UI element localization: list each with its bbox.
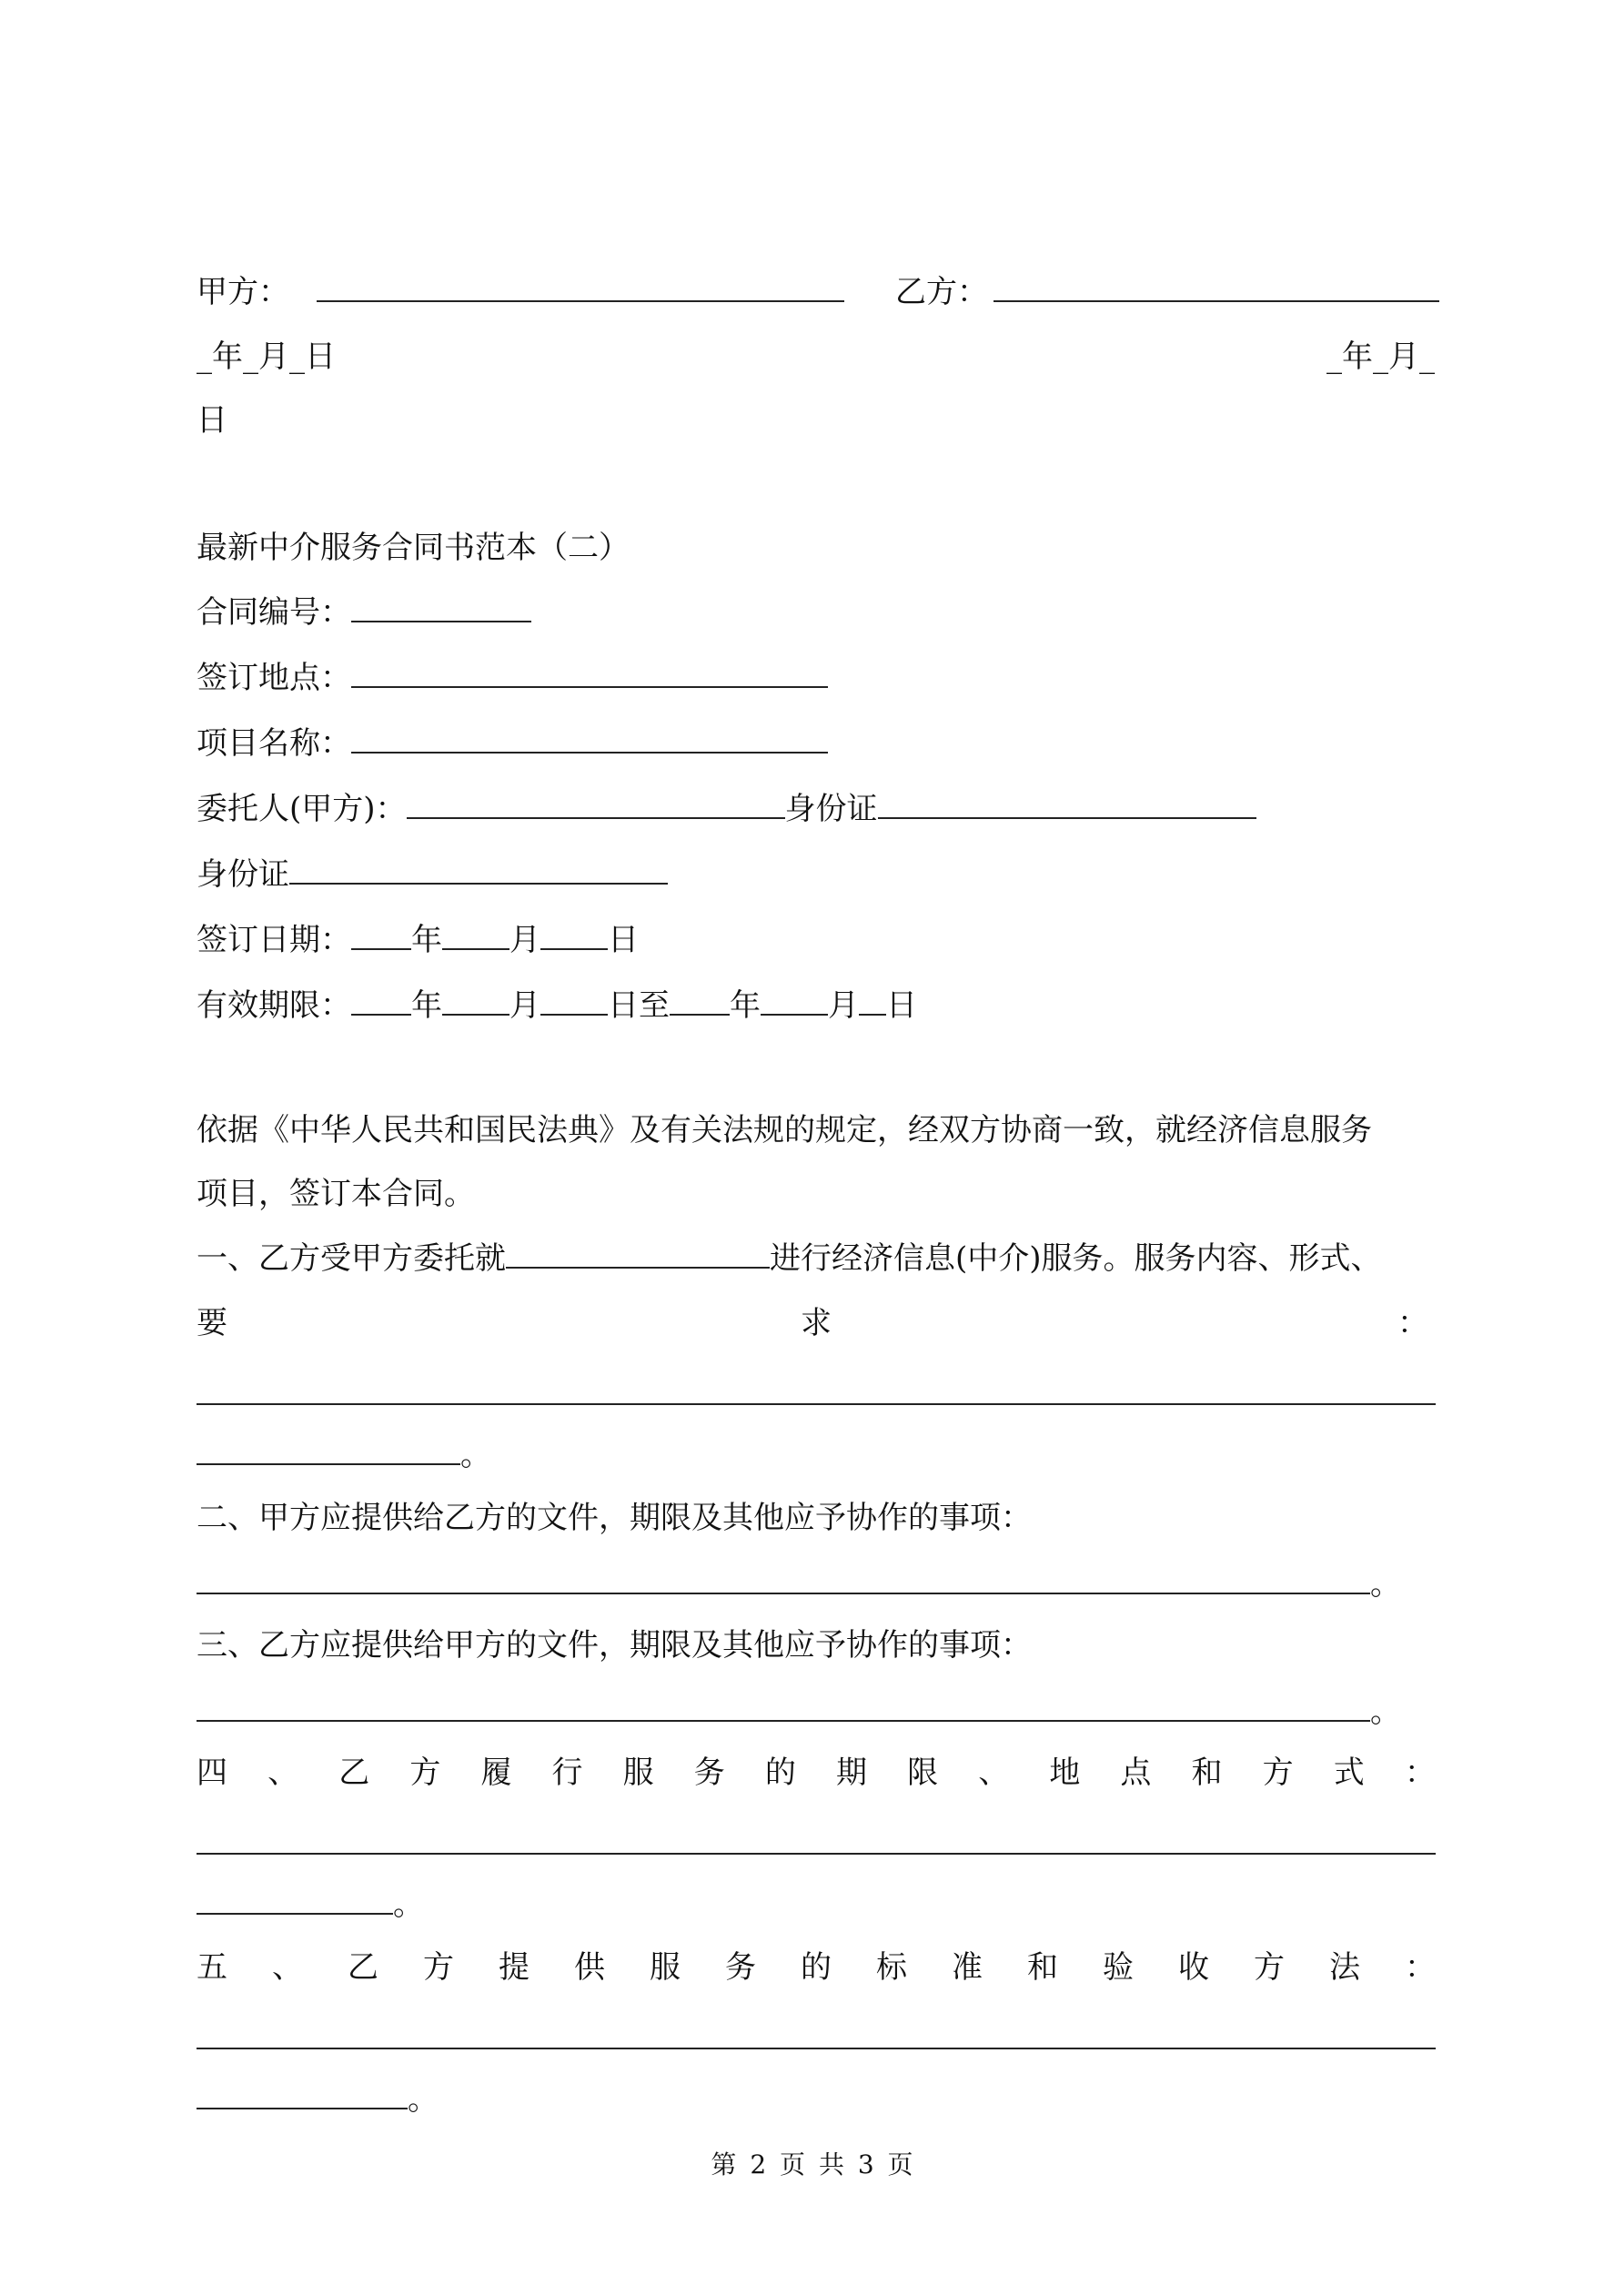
clause-5-char: 五	[197, 1949, 227, 1986]
clause-3-blank	[197, 1693, 1370, 1722]
clause-5-end	[197, 2080, 439, 2118]
clause-1-req-2: 求	[801, 1305, 832, 1341]
party-b-date-wrap: 日	[197, 402, 227, 439]
clause-1-requirements-blank	[197, 1436, 460, 1465]
party-a-blank	[317, 273, 844, 302]
validity-start-month-unit: 月	[509, 987, 540, 1024]
clause-2-period: 。	[1370, 1566, 1401, 1603]
signing-year-unit: 年	[411, 922, 442, 958]
clause-5-char: 收	[1178, 1949, 1209, 1986]
clause-2-blank	[197, 1565, 1370, 1594]
clause-4-char: 的	[764, 1755, 796, 1791]
project-name-label: 项目名称：	[197, 725, 351, 762]
party-a-signature-line	[197, 273, 844, 310]
clause-4-char: 四	[197, 1755, 227, 1791]
signing-day-blank	[540, 921, 608, 950]
clause-5-char: 、	[272, 1949, 303, 1986]
clause-5-char: 乙	[348, 1949, 378, 1986]
clause-5-char: 方	[423, 1949, 454, 1986]
clause-5-char: 法	[1329, 1949, 1360, 1986]
validity-start-year-blank	[351, 986, 411, 1016]
clause-5-char: 供	[574, 1949, 605, 1986]
clause-1-requirements-line	[197, 1403, 1436, 1405]
clause-5-char: 标	[876, 1949, 907, 1986]
clause-5-char: 务	[725, 1949, 756, 1986]
clause-4-char: 式	[1333, 1755, 1365, 1791]
clause-4-char: 和	[1191, 1755, 1223, 1791]
clause-4-char: 期	[835, 1755, 867, 1791]
client-id-blank	[878, 790, 1256, 819]
clause-4-char: 服	[622, 1755, 654, 1791]
client-label: 委托人(甲方)：	[197, 791, 407, 827]
clause-3-fill-row	[197, 1693, 1401, 1730]
intro-line-1: 依据《中华人民共和国民法典》及有关法规的规定，经双方协商一致，就经济信息服务	[197, 1112, 1372, 1148]
clause-5-char: 提	[499, 1949, 530, 1986]
clause-4-char: 点	[1120, 1755, 1152, 1791]
clause-3: 三、乙方应提供给甲方的文件，期限及其他应予协作的事项：	[197, 1627, 1032, 1664]
client-row	[197, 790, 1256, 827]
id-blank	[289, 855, 668, 885]
clause-1-period: 。	[460, 1437, 491, 1473]
validity-end-month-blank	[761, 986, 828, 1016]
contract-number-blank	[351, 593, 531, 622]
clause-4-char: 乙	[338, 1755, 370, 1791]
validity-end-year-blank	[670, 986, 730, 1016]
clause-4	[197, 1755, 1436, 1791]
clause-1-req-3: ：	[1397, 1305, 1428, 1341]
signing-month-unit: 月	[509, 922, 540, 958]
intro-line-2: 项目，签订本合同。	[197, 1176, 475, 1212]
clause-5-char: ：	[1405, 1949, 1436, 1986]
project-name-row	[197, 724, 828, 762]
validity-end-year-unit: 年	[730, 987, 761, 1024]
party-b-date: _年_月_	[1326, 339, 1435, 375]
clause-2: 二、甲方应提供给乙方的文件，期限及其他应予协作的事项：	[197, 1500, 1032, 1536]
validity-end-day-unit: 日	[886, 987, 917, 1024]
clause-1-start: 一、乙方受甲方委托就	[197, 1240, 506, 1277]
client-blank	[407, 790, 785, 819]
clause-1-req-1: 要	[197, 1305, 227, 1341]
clause-4-char: 务	[693, 1755, 725, 1791]
clause-4-char: 行	[551, 1755, 583, 1791]
signing-year-blank	[351, 921, 411, 950]
signing-date-row	[197, 921, 639, 958]
clause-1	[197, 1239, 1382, 1277]
clause-5-char: 和	[1027, 1949, 1058, 1986]
clause-5	[197, 1949, 1436, 1986]
validity-label: 有效期限：	[197, 987, 351, 1024]
clause-4-char: 、	[978, 1755, 1010, 1791]
clause-5-line	[197, 2048, 1436, 2049]
id-row	[197, 855, 668, 893]
signing-date-label: 签订日期：	[197, 922, 351, 958]
signing-place-blank	[351, 659, 828, 688]
clause-5-char: 方	[1254, 1949, 1285, 1986]
clause-4-char: 限	[907, 1755, 939, 1791]
signing-day-unit: 日	[608, 922, 639, 958]
clause-4-period: 。	[393, 1886, 424, 1923]
contract-number-row	[197, 593, 531, 631]
contract-title: 最新中介服务合同书范本（二）	[197, 530, 630, 566]
validity-start-day-blank	[540, 986, 608, 1016]
page-indicator: 第 2 页 共 3 页	[711, 2149, 913, 2180]
validity-row	[197, 986, 917, 1024]
clause-5-char: 准	[952, 1949, 983, 1986]
contract-number-label: 合同编号：	[197, 594, 351, 631]
clause-1-subject-blank	[506, 1239, 770, 1269]
clause-4-char: ：	[1404, 1755, 1436, 1791]
client-id-label: 身份证	[784, 791, 878, 827]
clause-5-char: 验	[1103, 1949, 1134, 1986]
validity-start-year-unit: 年	[411, 987, 442, 1024]
clause-4-char: 方	[409, 1755, 441, 1791]
clause-2-fill-row	[197, 1565, 1401, 1603]
validity-start-day-unit: 日至	[608, 987, 670, 1024]
validity-end-day-blank	[859, 986, 886, 1016]
signing-place-label: 签订地点：	[197, 660, 351, 696]
clause-5-char: 的	[801, 1949, 832, 1986]
clause-4-blank	[197, 1886, 393, 1915]
clause-5-blank	[197, 2080, 408, 2109]
clause-1-requirements-end	[197, 1436, 491, 1473]
validity-end-month-unit: 月	[828, 987, 859, 1024]
clause-3-period: 。	[1370, 1694, 1401, 1730]
clause-4-char: 地	[1049, 1755, 1081, 1791]
party-a-label: 甲方：	[197, 274, 289, 310]
clause-4-line	[197, 1853, 1436, 1855]
party-a-date: _年_月_日	[197, 339, 336, 375]
clause-4-char: 方	[1262, 1755, 1294, 1791]
clause-4-end	[197, 1886, 424, 1923]
clause-4-char: 履	[480, 1755, 512, 1791]
validity-start-month-blank	[442, 986, 509, 1016]
signing-month-blank	[442, 921, 509, 950]
id-label: 身份证	[197, 856, 289, 893]
clause-4-char: 、	[267, 1755, 299, 1791]
party-b-label: 乙方：	[895, 274, 988, 310]
party-b-signature-line	[895, 273, 1439, 310]
clause-5-char: 服	[650, 1949, 681, 1986]
clause-5-period: 。	[408, 2081, 439, 2118]
signing-place-row	[197, 659, 828, 696]
clause-1-end: 进行经济信息(中介)服务。服务内容、形式、	[770, 1240, 1382, 1277]
party-b-blank	[994, 273, 1439, 302]
project-name-blank	[351, 724, 828, 754]
